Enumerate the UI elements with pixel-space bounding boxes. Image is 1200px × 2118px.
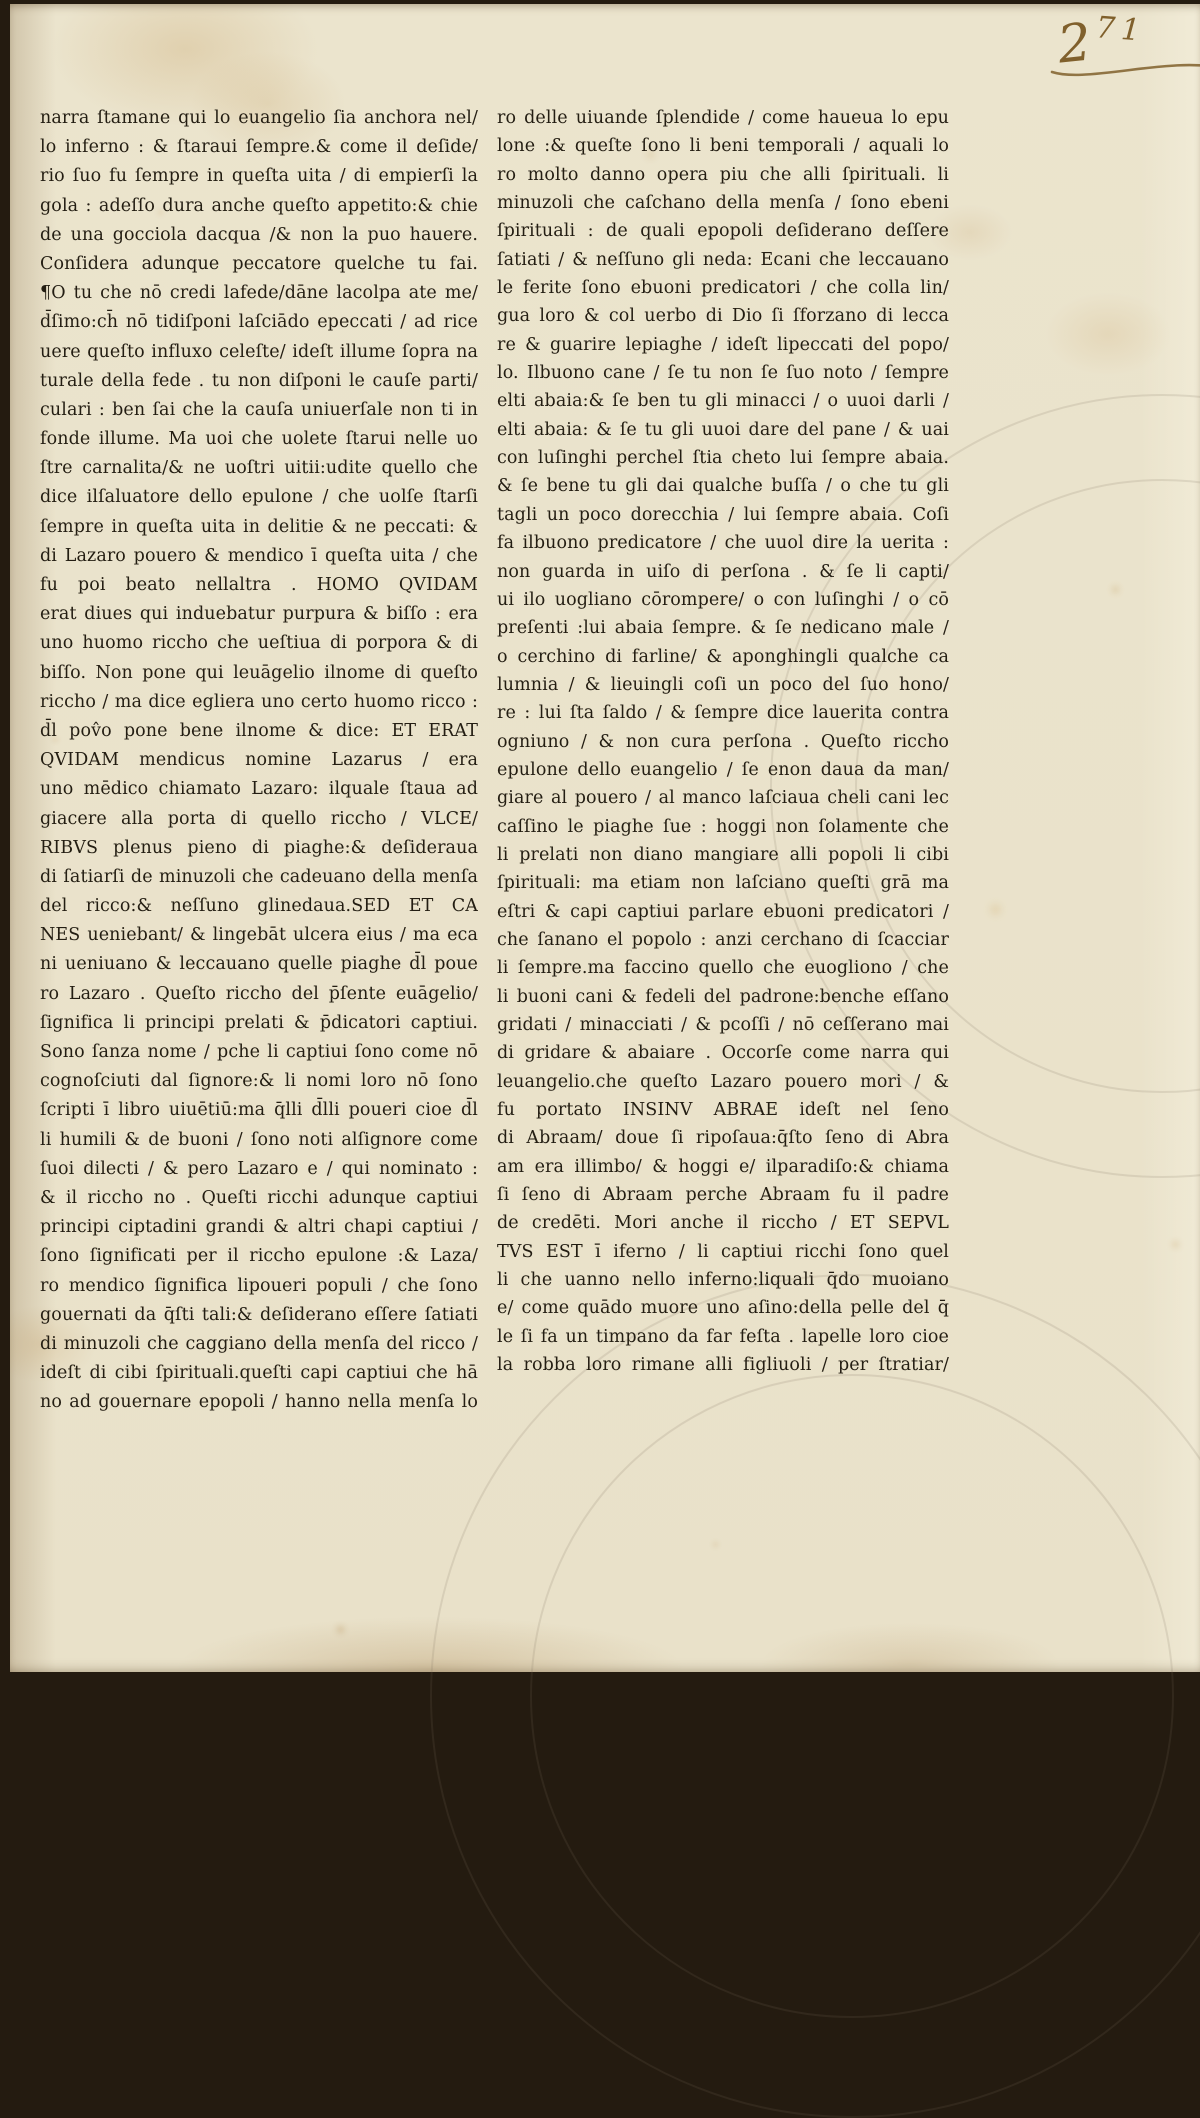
- text-line: fonde illume. Ma uoi che uolete ſtarui nelle uo: [40, 429, 478, 450]
- text-line: elti abaia: & ſe tu gli uuoi dare del pane / & uai: [497, 419, 949, 440]
- text-column-right: [497, 104, 949, 1379]
- text-line: ui ilo uogliano cōrompere/ o con luſinghi / o cō: [497, 589, 949, 610]
- text-line: fa ilbuono predicatore / che uuol dire la uerita :: [497, 533, 949, 554]
- text-line: lone :& queſte ſono li beni temporali / aquali lo: [497, 136, 949, 157]
- text-line: preſenti :lui abaia ſempre. & ſe nedicano male /: [497, 618, 949, 639]
- text-line: la robba loro rimane alli figliuoli / per ſtratiar/: [497, 1355, 949, 1376]
- text-line: li prelati non diano mangiare alli popoli li cibi: [497, 844, 949, 865]
- folio-digit-main: 2: [1054, 12, 1095, 76]
- text-line: li humili & de buoni / ſono noti alſignore come: [40, 1129, 478, 1150]
- text-line: erat diues qui induebatur purpura & biſſo : era: [40, 604, 478, 625]
- text-line: epulone dello euangelio / ſe enon daua da man/: [497, 759, 949, 780]
- text-line: ſtre carnalita/& ne uoſtri uitii:udite quello che: [40, 458, 478, 479]
- text-line: ro mendico ſignifica lipoueri populi / che ſono: [40, 1275, 478, 1296]
- embossed-stamp-circle: [530, 1374, 1174, 2018]
- text-line: d̄ſimo:ch̄ nō tidiſponi laſciādo epeccati / ad rice: [40, 312, 478, 333]
- text-line: ni ueniuano & leccauano quelle piaghe d̄l poue: [40, 954, 478, 975]
- text-line: RIBVS plenus pieno di piaghe:& deſideraua: [40, 837, 478, 858]
- text-line: turale della fede . tu non diſponi le cauſe parti/: [40, 370, 478, 391]
- text-line: con luſinghi perchel ſtia cheto lui ſempre abaia.: [497, 448, 949, 469]
- text-line: TVS EST ī iferno / li captiui ricchi ſono quel: [497, 1241, 949, 1262]
- text-line: gola : adeſſo dura anche queſto appetito:& chie: [40, 195, 478, 216]
- text-line: am era illimbo/ & hoggi e/ ilparadiſo:& chiama: [497, 1156, 949, 1177]
- text-line: di Abraam/ doue ſi ripoſaua:q̄ſto ſeno di Abra: [497, 1128, 949, 1149]
- text-line: principi ciptadini grandi & altri chapi captiui /: [40, 1217, 478, 1238]
- text-line: e/ come quādo muore uno aſino:della pelle del q̄: [497, 1298, 949, 1319]
- text-line: ſpirituali : de quali epopoli deſiderano deſſere: [497, 221, 949, 242]
- text-line: ſono ſignificati per il riccho epulone :& Laza/: [40, 1246, 478, 1267]
- text-line: le ferite ſono ebuoni predicatori / che colla lin/: [497, 278, 949, 299]
- text-line: ro molto danno opera piu che alli ſpirituali. li: [497, 164, 949, 185]
- text-line: uere queſto influxo celeſte/ ideſt illume ſopra na: [40, 341, 478, 362]
- text-column-left: [40, 104, 478, 1417]
- text-line: d̄l pov̂o pone bene ilnome & dice: ET ERAT: [40, 720, 478, 741]
- text-line: gua loro & col uerbo di Dio ſi ſforzano di lecca: [497, 306, 949, 327]
- text-line: narra ſtamane qui lo euangelio ſia anchora nel/: [40, 108, 478, 128]
- text-line: ſi ſeno di Abraam perche Abraam fu il padre: [497, 1185, 949, 1206]
- text-line: tagli un poco dorecchia / lui ſempre abaia. Coſi: [497, 504, 949, 525]
- text-line: che ſanano el popolo : anzi cerchano di ſcacciar: [497, 929, 949, 950]
- text-line: le ſi fa un timpano da far feſta . lapelle loro cioe: [497, 1326, 949, 1347]
- text-line: minuzoli che caſchano della menſa / ſono ebeni: [497, 193, 949, 214]
- text-line: leuangelio.che queſto Lazaro pouero mori / &: [497, 1071, 949, 1092]
- text-line: biſſo. Non pone qui leuāgelio ilnome di queſto: [40, 662, 478, 683]
- text-line: re & guarire lepiaghe / ideſt lipeccati del popo/: [497, 334, 949, 355]
- foxing-spots: [10, 4, 11, 5]
- text-line: uno mēdico chiamato Lazaro: ilquale ſtaua ad: [40, 779, 478, 800]
- text-line: uno huomo riccho che ueſtiua di porpora & di: [40, 633, 478, 654]
- text-line: no ad gouernare epopoli / hanno nella menſa lo: [40, 1392, 478, 1413]
- text-line: giacere alla porta di quello riccho / VLCE/: [40, 808, 478, 829]
- text-line: fu poi beato nellaltra . HOMO QVIDAM: [40, 575, 478, 595]
- text-line: li buoni cani & fedeli del padrone:benche eſſano: [497, 986, 949, 1007]
- text-line: ſempre in queſta uita in delitie & ne peccati: &: [40, 516, 478, 537]
- text-line: NES ueniebant/ & lingebāt ulcera eius / ma eca: [40, 925, 478, 946]
- text-line: rio ſuo fu ſempre in queſta uita / di empierſi la: [40, 166, 478, 187]
- book-page: [10, 4, 1200, 1672]
- text-line: ſcripti ī libro uiuētiū:ma q̄lli d̄lli poueri cioe d̄l: [40, 1100, 478, 1121]
- text-line: QVIDAM mendicus nomine Lazarus / era: [40, 750, 478, 771]
- text-line: o cerchino di farline/ & aponghingli qualche ca: [497, 646, 949, 667]
- text-line: di ſatiarſi de minuzoli che cadeuano della menſa: [40, 866, 478, 887]
- folio-digit-superscript: 71: [1094, 10, 1148, 49]
- text-line: lumnia / & lieuingli coſi un poco del ſuo hono/: [497, 674, 949, 695]
- folio-number: [1028, 10, 1200, 80]
- text-line: ro Lazaro . Queſto riccho del p̄ſente euāgelio/: [40, 983, 478, 1004]
- text-line: di Lazaro pouero & mendico ī queſta uita / che: [40, 545, 478, 566]
- text-line: Sono ſanza nome / pche li captiui ſono come nō: [40, 1042, 478, 1062]
- text-line: ¶O tu che nō credi lafede/dāne lacolpa ate me/: [40, 283, 478, 304]
- text-line: lo. Ilbuono cane / ſe tu non ſe ſuo noto / ſempre: [497, 363, 949, 384]
- text-line: di gridare & abaiare . Occorſe come narra qui: [497, 1043, 949, 1064]
- text-line: riccho / ma dice egliera uno certo huomo ricco :: [40, 691, 478, 712]
- text-line: giare al pouero / al manco laſciaua cheli cani lec: [497, 788, 949, 809]
- text-line: ro delle uiuande ſplendide / come haueua lo epu: [497, 108, 949, 128]
- text-line: ideſt di cibi ſpirituali.queſti capi captiui che hā: [40, 1363, 478, 1384]
- text-line: li ſempre.ma faccino quello che euogliono / che: [497, 958, 949, 979]
- text-line: culari : ben ſai che la cauſa uniuerſale non ti in: [40, 399, 478, 420]
- text-line: gridati / minacciati / & pcoſſi / nō ceſſerano mai: [497, 1015, 949, 1035]
- text-line: de credēti. Mori anche il riccho / ET SEPVL: [497, 1213, 949, 1234]
- text-line: de una gocciola dacqua /& non la puo hauere.: [40, 224, 478, 245]
- text-line: & il riccho no . Queſti ricchi adunque captiui: [40, 1187, 478, 1208]
- text-line: del ricco:& neſſuno glinedaua.SED ET CA: [40, 896, 478, 917]
- text-line: gouernati da q̄ſti tali:& deſiderano eſſere ſatiati: [40, 1304, 478, 1325]
- text-line: di minuzoli che caggiano della menſa del ricco /: [40, 1333, 478, 1354]
- text-line: elti abaia:& ſe ben tu gli minacci / o uuoi darli /: [497, 391, 949, 412]
- text-line: li che uanno nello inferno:liquali q̄do muoiano: [497, 1270, 949, 1291]
- text-line: ſatiati / & neſſuno gli neda: Ecani che leccauano: [497, 249, 949, 270]
- folio-underline-flourish: [1050, 54, 1200, 78]
- text-line: dice ilſaluatore dello epulone / che uolſe ſtarſi: [40, 487, 478, 508]
- text-line: caſſino le piaghe ſue : hoggi non ſolamente che: [497, 816, 949, 837]
- text-line: ſpirituali: ma etiam non laſciano queſti grā ma: [497, 873, 949, 894]
- text-line: non guarda in uiſo di perſona . & ſe li capti/: [497, 561, 949, 582]
- text-line: fu portato INSINV ABRAE ideſt nel ſeno: [497, 1100, 949, 1121]
- text-line: ſuoi dilecti / & pero Lazaro e / qui nominato :: [40, 1158, 478, 1179]
- text-line: Conſidera adunque peccatore quelche tu fai.: [40, 253, 478, 274]
- text-line: cognoſciuti dal ſignore:& li nomi loro nō ſono: [40, 1071, 478, 1092]
- text-line: ogniuno / & non cura perſona . Queſto riccho: [497, 731, 949, 752]
- text-line: re : lui ſta ſaldo / & ſempre dice lauerita contra: [497, 703, 949, 724]
- text-line: lo inferno : & ſtaraui ſempre.& come il deſide/: [40, 137, 478, 158]
- text-line: & ſe bene tu gli dai qualche buſſa / o che tu gli: [497, 476, 949, 497]
- embossed-stamp-circle: [430, 1274, 1200, 2118]
- text-line: ſignifica li principi prelati & p̄dicatori captiui.: [40, 1012, 478, 1033]
- text-line: eſtri & capi captiui parlare ebuoni predicatori /: [497, 901, 949, 922]
